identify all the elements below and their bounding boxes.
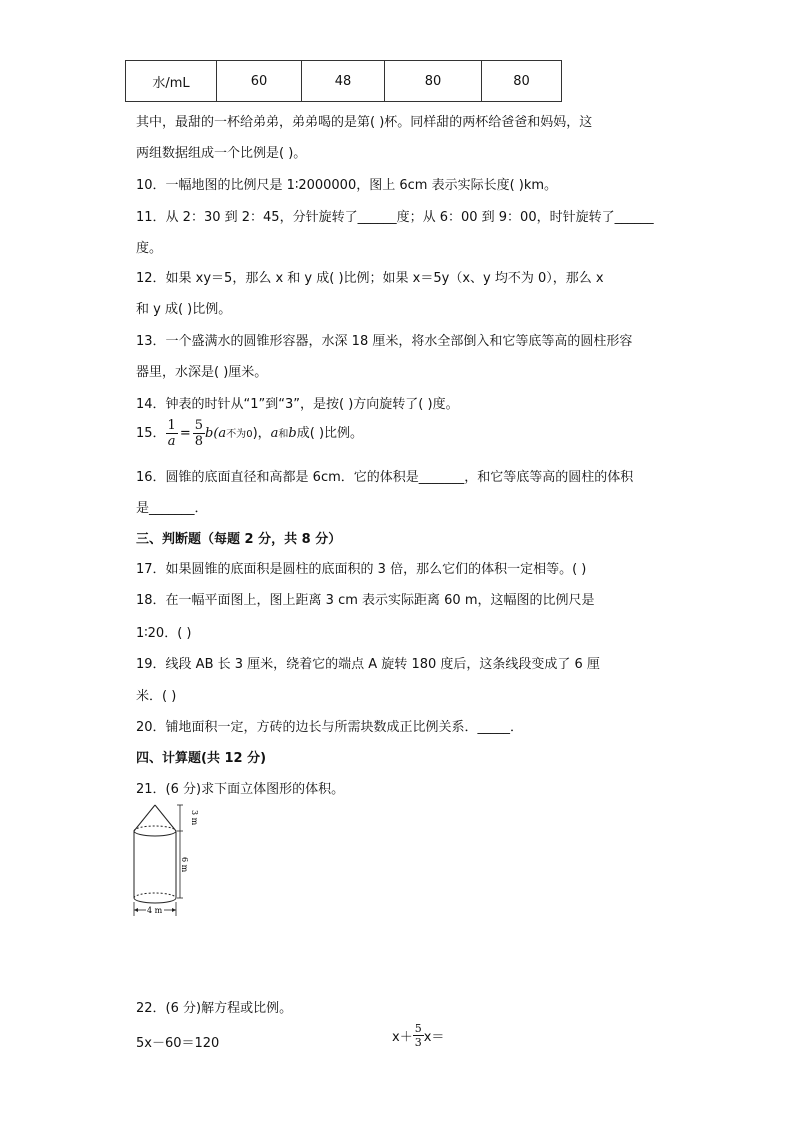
cylinder-base-back	[134, 893, 176, 898]
water-table	[125, 60, 562, 102]
equation-2	[392, 1022, 444, 1049]
question-11-line1: 11．从 2：30 到 2：45，分针旋转了______度；从 6：00 到 9：00，时针旋转了______	[136, 210, 654, 225]
fraction-denominator: a	[167, 434, 176, 449]
question-11-line2: 度。	[136, 241, 163, 256]
q15-suffix: 成( )比例。	[296, 426, 364, 441]
fraction-numerator: 1	[167, 418, 176, 433]
question-13-line2: 器里，水深是( )厘米。	[136, 365, 268, 380]
question-19-line2: 米．( )	[136, 689, 177, 704]
table-cell: 48	[302, 61, 385, 102]
fraction-5-over-8	[193, 418, 205, 449]
condition-close: )，	[252, 426, 271, 441]
table-row	[126, 61, 562, 102]
condition-text: 不为	[226, 429, 247, 440]
eq2-prefix: x＋	[392, 1030, 413, 1045]
q9-text-line1: 其中，最甜的一杯给弟弟，弟弟喝的是第( )杯。同样甜的两杯给爸爸和妈妈，这	[136, 115, 593, 130]
table-cell: 水/mL	[126, 61, 217, 102]
q15-prefix: 15．	[136, 426, 166, 441]
fraction-numerator: 5	[414, 1022, 422, 1035]
fraction-denominator: 3	[414, 1036, 422, 1049]
condition-zero: 0	[246, 429, 253, 440]
question-14: 14．钟表的时针从“1”到“3”，是按( )方向旋转了( )度。	[136, 397, 459, 412]
table-cell: 60	[217, 61, 302, 102]
arrow-right-icon	[172, 908, 176, 912]
fraction-denominator: 8	[194, 434, 204, 449]
question-16-line2: 是_______．	[136, 501, 208, 516]
question-10: 10．一幅地图的比例尺是 1∶2000000，图上 6cm 表示实际长度( )km。	[136, 178, 558, 193]
eq2-suffix: x＝	[423, 1030, 445, 1045]
section-4-heading: 四、计算题(共 12 分)	[136, 751, 267, 766]
cylinder-height-label: 6 m	[180, 857, 189, 873]
table-cell: 80	[385, 61, 482, 102]
question-12-line2: 和 y 成( )比例。	[136, 302, 232, 317]
cone-base-front	[134, 831, 176, 836]
table-cell: 80	[482, 61, 562, 102]
section-3-heading: 三、判断题（每题 2 分，共 8 分）	[136, 532, 342, 547]
var-b-2: b	[288, 426, 297, 441]
question-22: 22．(6 分)解方程或比例。	[136, 1001, 293, 1016]
paren-open: (	[213, 426, 219, 441]
question-12-line1: 12．如果 xy＝5，那么 x 和 y 成( )比例；如果 x＝5y（x、y 均不为 0），那么 x	[136, 271, 604, 286]
diameter-label: 4 m	[147, 906, 163, 915]
question-19-line1: 19．线段 AB 长 3 厘米，绕着它的端点 A 旋转 180 度后，这条线段变成了 6 厘	[136, 657, 600, 672]
cone-base-back	[134, 826, 176, 831]
var-a: a	[218, 426, 227, 441]
question-16-line1: 16．圆锥的底面直径和高都是 6cm．它的体积是_______，和它等底等高的圆柱的体积	[136, 470, 634, 485]
question-18-line2: 1∶20．( )	[136, 626, 192, 641]
fraction-1-over-a	[166, 418, 178, 449]
var-a-2: a	[270, 426, 279, 441]
question-17: 17．如果圆锥的底面积是圆柱的底面积的 3 倍，那么它们的体积一定相等。( )	[136, 562, 587, 577]
cone-height-label: 3 m	[190, 810, 199, 826]
arrow-left-icon	[134, 908, 138, 912]
question-20: 20．铺地面积一定，方砖的边长与所需块数成正比例关系．_____．	[136, 720, 524, 735]
question-15	[136, 418, 363, 449]
var-b: b	[205, 426, 214, 441]
equals-sign: =	[179, 426, 191, 441]
and-text: 和	[278, 429, 289, 440]
fraction-5-over-3	[413, 1022, 424, 1049]
equation-1: 5x－60＝120	[136, 1036, 220, 1051]
q9-text-line2: 两组数据组成一个比例是( )。	[136, 146, 307, 161]
question-18-line1: 18．在一幅平面图上，图上距离 3 cm 表示实际距离 60 m，这幅图的比例尺是	[136, 593, 595, 608]
fraction-numerator: 5	[194, 418, 204, 433]
cylinder-base-front	[134, 898, 176, 903]
question-13-line1: 13．一个盛满水的圆锥形容器，水深 18 厘米，将水全部倒入和它等底等高的圆柱形容	[136, 334, 633, 349]
cone-cylinder-figure	[126, 802, 206, 924]
question-21: 21．(6 分)求下面立体图形的体积。	[136, 782, 345, 797]
